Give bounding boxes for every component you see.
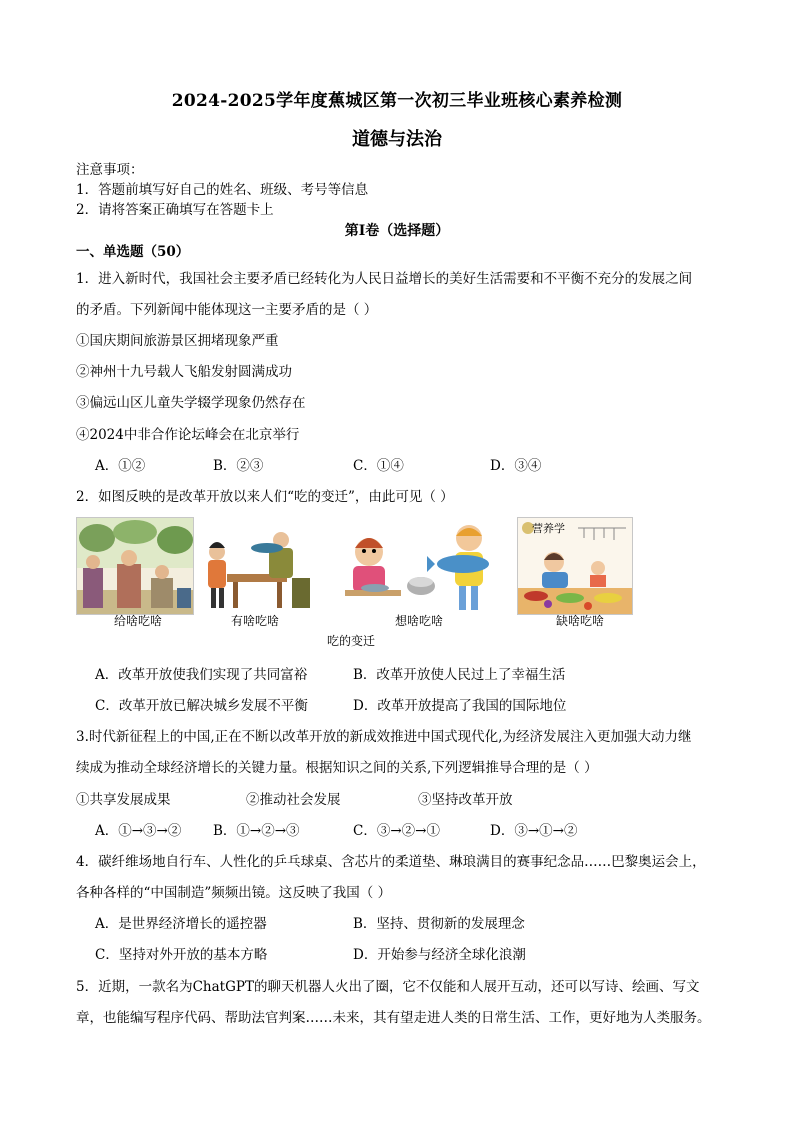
q2-stem: 2．如图反映的是改革开放以来人们“吃的变迁”，由此可见（ ） [76, 489, 454, 505]
caption-3: 想啥吃啥 [395, 614, 444, 628]
q3-item-3: ③坚持改革开放 [418, 792, 513, 808]
q3-option-d: D．③→①→② [490, 823, 578, 839]
q1-item-4: ④2024中非合作论坛峰会在北京举行 [76, 427, 300, 443]
caption-2: 有啥吃啥 [231, 614, 280, 628]
notice-item-1: 1．答题前填写好自己的姓名、班级、考号等信息 [76, 182, 369, 198]
q4-option-c: C．坚持对外开放的基本方略 [95, 947, 268, 963]
q3-option-c: C．③→②→① [353, 823, 440, 839]
part-heading: 一、单选题（50） [76, 244, 190, 260]
exam-title: 2024-2025学年度蕉城区第一次初三毕业班核心素养检测 [171, 91, 623, 111]
q1-option-a: A．①② [95, 458, 146, 474]
q1-option-b: B．②③ [213, 458, 264, 474]
notice-heading: 注意事项： [76, 162, 144, 178]
q1-stem-line2: 的矛盾。下列新闻中能体现这一主要矛盾的是（ ） [76, 302, 378, 318]
q1-item-1: ①国庆期间旅游景区拥堵现象严重 [76, 333, 279, 349]
q3-item-1: ①共享发展成果 [76, 792, 171, 808]
subject-title: 道德与法治 [352, 129, 442, 150]
q4-option-a: A．是世界经济增长的遥控器 [95, 916, 267, 932]
q3-option-a: A．①→③→② [95, 823, 182, 839]
q2-option-d: D．改革开放提高了我国的国际地位 [353, 698, 567, 714]
q2-option-b: B．改革开放使人民过上了幸福生活 [353, 667, 566, 683]
q5-stem-line1: 5．近期，一款名为ChatGPT的聊天机器人火出了圈，它不仅能和人展开互动，还可以写诗、绘画、写文 [76, 979, 700, 995]
q4-option-b: B．坚持、贯彻新的发展理念 [353, 916, 525, 932]
q2-option-c: C．改革开放已解决城乡发展不平衡 [95, 698, 308, 714]
cartoon-dining-table [196, 517, 319, 615]
q1-option-d: D．③④ [490, 458, 542, 474]
caption-4: 缺啥吃啥 [556, 614, 605, 628]
q3-option-b: B．①→②→③ [213, 823, 300, 839]
q5-stem-line2: 章，也能编写程序代码、帮助法官判案……未来，其有望走进人类的日常生活、工作，更好地为人类服务。 [76, 1010, 711, 1026]
volume-heading: 第I卷（选择题） [344, 223, 450, 239]
q1-option-c: C．①④ [353, 458, 404, 474]
picture-title: 吃的变迁 [327, 634, 376, 648]
q3-stem-line1: 3.时代新征程上的中国,正在不断以改革开放的新成效推进中国式现代化,为经济发展注入更加强大动力继 [76, 729, 692, 745]
cartoon-nutrition-meal [517, 517, 633, 615]
q3-item-2: ②推动社会发展 [246, 792, 341, 808]
notice-item-2: 2．请将答案正确填写在答题卡上 [76, 202, 274, 218]
q4-option-d: D．开始参与经济全球化浪潮 [353, 947, 526, 963]
q3-stem-line2: 续成为推动全球经济增长的关键力量。根据知识之间的关系,下列逻辑推导合理的是（ ） [76, 760, 598, 776]
q4-stem-line1: 4．碳纤维场地自行车、人性化的乒乓球桌、含芯片的柔道垫、琳琅满目的赛事纪念品……巴黎奥运会上， [76, 854, 706, 870]
q2-option-a: A．改革开放使我们实现了共同富裕 [95, 667, 308, 683]
q1-stem-line1: 1．进入新时代，我国社会主要矛盾已经转化为人民日益增长的美好生活需要和不平衡不充分的发展之间 [76, 271, 693, 287]
q4-stem-line2: 各种各样的“中国制造”频频出镜。这反映了我国（ ） [76, 885, 392, 901]
cartoon-cooking-fish [334, 517, 496, 615]
caption-1: 给啥吃啥 [114, 614, 163, 628]
cartoon-ancient-people [76, 517, 194, 615]
q1-item-3: ③偏远山区儿童失学辍学现象仍然存在 [76, 395, 306, 411]
q1-item-2: ②神州十九号载人飞船发射圆满成功 [76, 364, 292, 380]
nutrition-sign: 营养学 [532, 523, 565, 535]
